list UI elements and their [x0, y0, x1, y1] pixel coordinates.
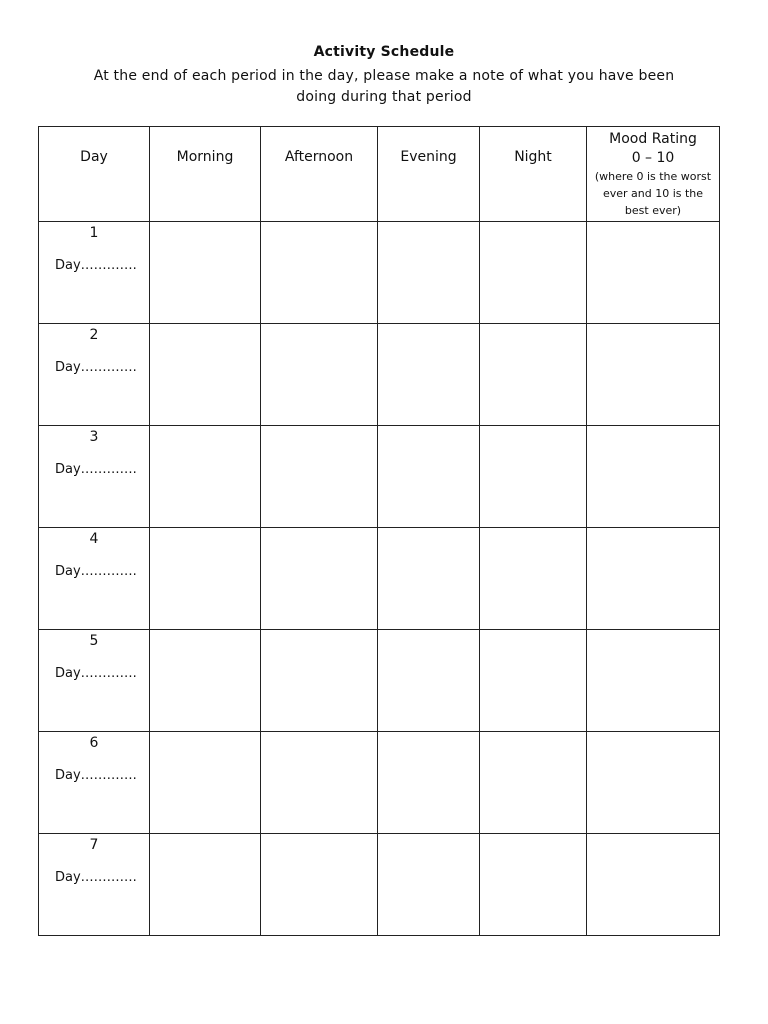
mood-rating-title: Mood Rating — [609, 131, 697, 147]
header-night-label: Night — [514, 149, 552, 165]
mood-rating-cell[interactable] — [587, 222, 720, 324]
day-label: Day…………. — [55, 258, 137, 273]
mood-rating-note: (where 0 is the worst ever and 10 is the best ever) — [594, 170, 712, 217]
day-label: Day…………. — [55, 360, 137, 375]
day-number: 3 — [89, 429, 99, 445]
mood-rating-cell[interactable] — [587, 732, 720, 834]
header-afternoon-label: Afternoon — [284, 149, 354, 165]
mood-rating-scale: 0 – 10 — [631, 150, 675, 166]
day-cell[interactable] — [39, 324, 150, 426]
night-cell[interactable] — [480, 324, 587, 426]
header-day-label: Day — [80, 149, 108, 165]
evening-cell[interactable] — [378, 732, 480, 834]
table-row — [39, 732, 720, 834]
header-morning — [150, 127, 261, 222]
header-mood-rating — [587, 127, 720, 222]
table-row — [39, 630, 720, 732]
header-evening — [378, 127, 480, 222]
afternoon-cell[interactable] — [261, 732, 378, 834]
mood-rating-cell[interactable] — [587, 834, 720, 936]
day-label: Day…………. — [55, 666, 137, 681]
night-cell[interactable] — [480, 426, 587, 528]
evening-cell[interactable] — [378, 222, 480, 324]
night-cell[interactable] — [480, 528, 587, 630]
day-cell[interactable] — [39, 732, 150, 834]
header-morning-label: Morning — [176, 149, 234, 165]
header-evening-label: Evening — [400, 149, 457, 165]
morning-cell[interactable] — [150, 732, 261, 834]
document-title: Activity Schedule — [313, 44, 455, 60]
day-cell[interactable] — [39, 222, 150, 324]
table-body — [39, 222, 720, 936]
mood-rating-cell[interactable] — [587, 528, 720, 630]
mood-rating-cell[interactable] — [587, 426, 720, 528]
afternoon-cell[interactable] — [261, 426, 378, 528]
evening-cell[interactable] — [378, 324, 480, 426]
evening-cell[interactable] — [378, 834, 480, 936]
activity-schedule-table — [38, 126, 720, 936]
header-row — [39, 127, 720, 222]
morning-cell[interactable] — [150, 834, 261, 936]
day-number: 1 — [89, 225, 99, 241]
day-cell[interactable] — [39, 426, 150, 528]
day-number: 5 — [89, 633, 99, 649]
morning-cell[interactable] — [150, 528, 261, 630]
evening-cell[interactable] — [378, 630, 480, 732]
day-number: 4 — [89, 531, 99, 547]
afternoon-cell[interactable] — [261, 324, 378, 426]
day-number: 2 — [89, 327, 99, 343]
header-day — [39, 127, 150, 222]
day-label: Day…………. — [55, 462, 137, 477]
table-row — [39, 426, 720, 528]
mood-rating-cell[interactable] — [587, 324, 720, 426]
day-cell[interactable] — [39, 630, 150, 732]
mood-rating-cell[interactable] — [587, 630, 720, 732]
day-cell[interactable] — [39, 528, 150, 630]
table-row — [39, 324, 720, 426]
table-row — [39, 528, 720, 630]
night-cell[interactable] — [480, 732, 587, 834]
table-row — [39, 222, 720, 324]
afternoon-cell[interactable] — [261, 528, 378, 630]
table-header — [39, 127, 720, 222]
day-number: 7 — [89, 837, 99, 853]
instructions-text: At the end of each period in the day, please make a note of what you have been doing during that period — [93, 68, 675, 105]
day-label: Day…………. — [55, 870, 137, 885]
afternoon-cell[interactable] — [261, 222, 378, 324]
night-cell[interactable] — [480, 222, 587, 324]
morning-cell[interactable] — [150, 630, 261, 732]
header-night — [480, 127, 587, 222]
day-label: Day…………. — [55, 564, 137, 579]
table-row — [39, 834, 720, 936]
evening-cell[interactable] — [378, 426, 480, 528]
day-label: Day…………. — [55, 768, 137, 783]
morning-cell[interactable] — [150, 222, 261, 324]
day-number: 6 — [89, 735, 99, 751]
afternoon-cell[interactable] — [261, 630, 378, 732]
evening-cell[interactable] — [378, 528, 480, 630]
morning-cell[interactable] — [150, 426, 261, 528]
header-afternoon — [261, 127, 378, 222]
night-cell[interactable] — [480, 834, 587, 936]
afternoon-cell[interactable] — [261, 834, 378, 936]
day-cell[interactable] — [39, 834, 150, 936]
morning-cell[interactable] — [150, 324, 261, 426]
night-cell[interactable] — [480, 630, 587, 732]
